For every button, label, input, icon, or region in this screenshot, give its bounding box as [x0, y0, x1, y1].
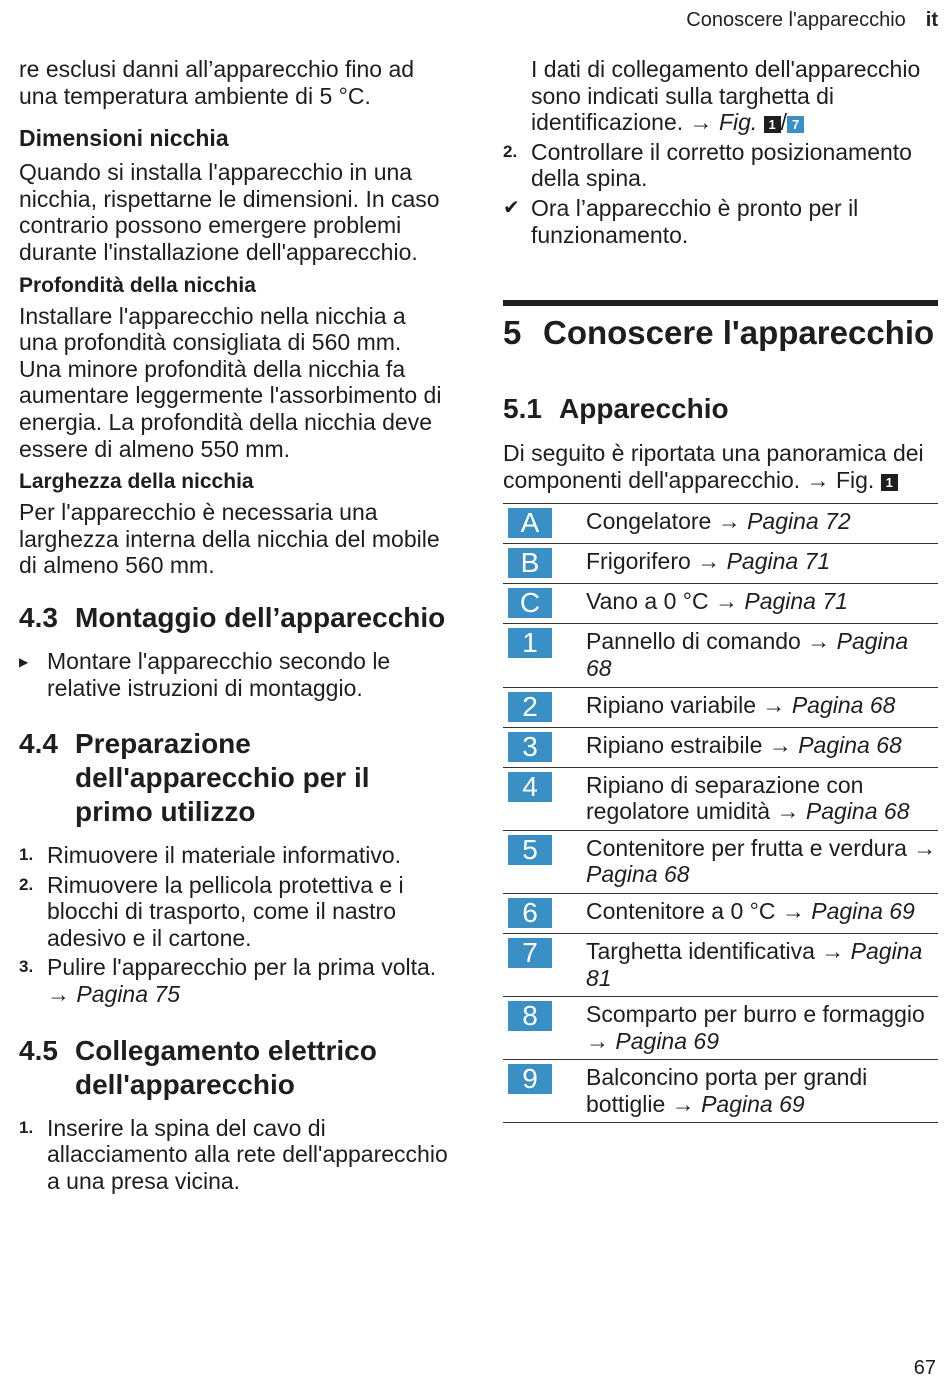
- component-badge: C: [508, 588, 552, 618]
- depth-text-1: Installare l'apparecchio nella nicchia a una profondità consigliata di 560 mm.: [19, 302, 406, 356]
- list-item: [503, 139, 938, 192]
- component-label: Scomparto per burro e formaggio →: [586, 1001, 925, 1054]
- legend-text-cell: [586, 1060, 938, 1123]
- page-reference[interactable]: Pagina 68: [586, 628, 909, 681]
- list-item-text: Ora l’apparecchio è pronto per il funzionamento.: [531, 194, 859, 248]
- list-item: [19, 648, 449, 701]
- triangle-bullet-icon: ▶: [19, 654, 29, 669]
- step-number: 2.: [503, 141, 518, 161]
- step-number: 1.: [19, 1117, 34, 1137]
- depth-text-2: Una minore profondità della nicchia fa aumentare leggermente l'assorbimento di energia. La profondità della nicchia deve essere di almeno 550 mm.: [19, 355, 442, 462]
- section-number: 4.4: [19, 728, 58, 760]
- list-item-text: Rimuovere la pellicola protettiva e i blocchi di trasporto, come il nastro adesivo e il cartone.: [47, 871, 404, 951]
- list-item: [19, 954, 449, 1007]
- list-item-text: Pulire l'apparecchio per la prima volta. →: [47, 954, 437, 1008]
- legend-row: [503, 933, 938, 996]
- list-item: [19, 872, 449, 952]
- section-4-5-heading: [19, 1034, 449, 1102]
- chapter-5-heading: [503, 314, 938, 352]
- legend-text-cell: [586, 830, 938, 893]
- legend-text-cell: [586, 584, 938, 624]
- component-badge: 6: [508, 898, 552, 928]
- figure-reference[interactable]: Fig.: [718, 109, 758, 136]
- figure-badge: 7: [787, 116, 804, 133]
- page-reference[interactable]: Pagina 69: [615, 1027, 719, 1054]
- component-badge: 1: [508, 628, 552, 658]
- legend-row: [503, 767, 938, 830]
- legend-text-cell: [586, 544, 938, 584]
- legend-key-cell: [503, 727, 586, 767]
- legend-row: [503, 893, 938, 933]
- component-badge: 4: [508, 772, 552, 802]
- legend-text-cell: [586, 727, 938, 767]
- legend-row: [503, 727, 938, 767]
- legend-row: [503, 997, 938, 1060]
- legend-text-cell: [586, 687, 938, 727]
- component-label: Contenitore a 0 °C →: [586, 897, 805, 924]
- legend-row: [503, 504, 938, 544]
- header-lang: it: [925, 9, 938, 31]
- legend-key-cell: [503, 504, 586, 544]
- chapter-title: Conoscere l'apparecchio: [543, 314, 935, 352]
- legend-text-cell: [586, 997, 938, 1060]
- legend-key-cell: [503, 687, 586, 727]
- list-item-text: Controllare il corretto posizionamento della spina.: [531, 138, 912, 192]
- legend-key-cell: [503, 830, 586, 893]
- legend-row: [503, 687, 938, 727]
- list-item-text: Montare l'apparecchio secondo le relative istruzioni di montaggio.: [47, 647, 391, 701]
- legend-text-cell: [586, 504, 938, 544]
- list-item: [19, 842, 449, 869]
- legend-row: [503, 544, 938, 584]
- legend-text-cell: [586, 624, 938, 687]
- section-5-1-text: [503, 440, 938, 493]
- page-reference[interactable]: Pagina 68: [805, 798, 910, 825]
- component-badge: B: [508, 548, 552, 578]
- intro-text: re esclusi danni all’apparecchio fino ad una temperatura ambiente di 5 °C.: [19, 56, 415, 109]
- chapter-number: 5: [503, 314, 522, 352]
- dimensions-text: Quando si installa l'apparecchio in una nicchia, rispettarne le dimensioni. In caso contrario possono emergere problemi durante l'installazione dell'apparecchio.: [19, 159, 440, 265]
- component-label: Balconcino porta per grandi bottiglie →: [586, 1064, 868, 1117]
- section-number: 5.1: [503, 393, 542, 425]
- page-reference[interactable]: Pagina 71: [744, 588, 848, 615]
- component-badge: 5: [508, 835, 552, 865]
- legend-text-cell: [586, 893, 938, 933]
- section-title: Collegamento elettrico dell'apparecchio: [75, 1034, 377, 1100]
- chapter-rule: [503, 300, 938, 306]
- component-label: Congelatore →: [586, 508, 741, 535]
- component-badge: 8: [508, 1001, 552, 1031]
- figure-badge: 1: [764, 116, 781, 133]
- legend-row: [503, 830, 938, 893]
- legend-row: [503, 1060, 938, 1123]
- dimensions-title: Dimensioni nicchia: [19, 125, 229, 152]
- left-column: [19, 56, 449, 1194]
- figure-separator: /: [780, 109, 788, 136]
- section-title: Apparecchio: [559, 393, 729, 425]
- legend-text-cell: [586, 933, 938, 996]
- legend-key-cell: [503, 767, 586, 830]
- component-badge: 3: [508, 732, 552, 762]
- page-number: 67: [913, 1357, 936, 1379]
- list-item-text: I dati di collegamento dell'apparecchio sono indicati sulla targhetta di identificazione. →: [531, 56, 921, 136]
- page-reference[interactable]: Pagina 69: [701, 1090, 805, 1117]
- component-label: Frigorifero →: [586, 548, 721, 575]
- component-label: Ripiano estraibile →: [586, 731, 792, 758]
- width-text: Per l'apparecchio è necessaria una larghezza interna della nicchia del mobile di almeno 560 mm.: [19, 499, 440, 579]
- page-reference[interactable]: Pagina 68: [798, 731, 902, 758]
- component-label: Ripiano di separazione con regolatore umidità →: [586, 771, 864, 825]
- legend-key-cell: [503, 933, 586, 996]
- section-title: Preparazione dell'apparecchio per il primo utilizzo: [75, 728, 370, 828]
- checkmark-icon: ✔: [503, 196, 520, 219]
- legend-row: [503, 624, 938, 687]
- component-label: Pannello di comando →: [586, 628, 831, 655]
- running-header: [686, 9, 938, 32]
- page-reference[interactable]: Pagina 71: [726, 548, 831, 575]
- component-badge: 2: [508, 692, 552, 722]
- page-reference[interactable]: Pagina 72: [747, 508, 851, 535]
- step-number: 1.: [19, 845, 34, 865]
- component-label: Vano a 0 °C →: [586, 588, 738, 615]
- page-reference[interactable]: Pagina 68: [586, 861, 690, 888]
- legend-key-cell: [503, 997, 586, 1060]
- section-title: Montaggio dell’apparecchio: [75, 601, 446, 633]
- figure-badge: 1: [881, 474, 898, 491]
- page-reference[interactable]: Pagina 69: [811, 897, 915, 924]
- legend-row: [503, 584, 938, 624]
- component-label: Ripiano variabile →: [586, 691, 786, 718]
- section-5-1-body: Di seguito è riportata una panoramica dei componenti dell'apparecchio. → Fig.: [503, 440, 924, 493]
- component-label: Targhetta identificativa →: [586, 937, 845, 964]
- list-item: [503, 195, 938, 248]
- legend-text-cell: [586, 767, 938, 830]
- legend-key-cell: [503, 584, 586, 624]
- step-number: 2.: [19, 874, 34, 894]
- page-reference[interactable]: Pagina 81: [586, 937, 923, 991]
- width-title: Larghezza della nicchia: [19, 470, 254, 494]
- component-badge: 9: [508, 1064, 552, 1094]
- section-number: 4.5: [19, 1034, 58, 1066]
- right-column: [503, 56, 938, 1123]
- list-item-continued: [503, 56, 938, 136]
- depth-title: Profondità della nicchia: [19, 273, 256, 297]
- legend-key-cell: [503, 1060, 586, 1123]
- list-item-text: Rimuovere il materiale informativo.: [47, 842, 402, 869]
- section-number: 4.3: [19, 601, 58, 633]
- component-badge: A: [508, 508, 552, 538]
- component-label: Contenitore per frutta e verdura →: [586, 834, 937, 861]
- list-item-text: Inserire la spina del cavo di allacciamento alla rete dell'apparecchio a una presa vicina.: [47, 1114, 448, 1194]
- component-badge: 7: [508, 938, 552, 968]
- list-item: [19, 1115, 449, 1195]
- page-reference[interactable]: Pagina 75: [76, 981, 180, 1008]
- component-legend-table: [503, 503, 938, 1123]
- legend-key-cell: [503, 893, 586, 933]
- legend-key-cell: [503, 544, 586, 584]
- section-4-3-heading: [19, 601, 449, 635]
- page-reference[interactable]: Pagina 68: [791, 691, 896, 718]
- section-5-1-heading: [503, 392, 938, 426]
- step-number: 3.: [19, 957, 34, 977]
- header-section: Conoscere l'apparecchio: [686, 9, 906, 31]
- section-4-4-heading: [19, 727, 449, 829]
- legend-key-cell: [503, 624, 586, 687]
